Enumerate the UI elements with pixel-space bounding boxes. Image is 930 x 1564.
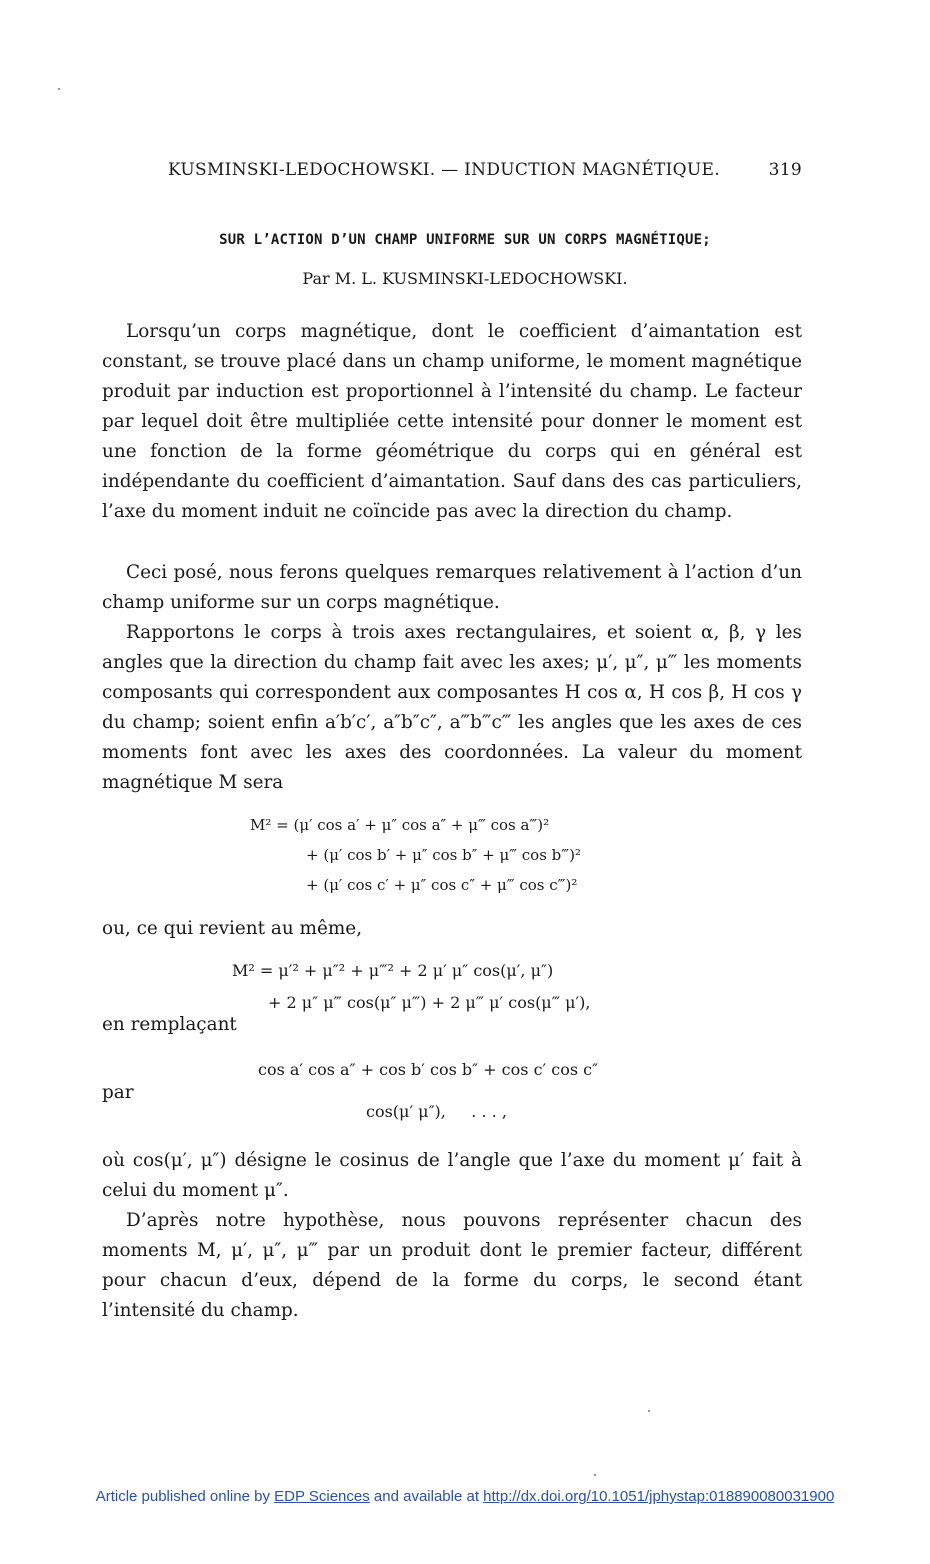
paragraph-5-text: D’après notre hypothèse, nous pouvons représenter chacun des moments M, μ′, μ″, μ‴ par un produit dont le premier facteur, différent pour chacun d’eux, dépend de la forme du corps, le second étant l’intensité du champ. xyxy=(102,1210,802,1321)
paragraph-4-text: où cos(μ′, μ″) désigne le cosinus de l’angle que l’axe du moment μ′ fait à celui du moment μ″. xyxy=(102,1150,802,1201)
publisher-link[interactable]: EDP Sciences xyxy=(274,1488,370,1505)
equation-1-line-2: + (μ′ cos b′ + μ″ cos b″ + μ‴ cos b‴)² xyxy=(306,846,581,864)
paragraph-2-text: Ceci posé, nous ferons quelques remarques relativement à l’action d’un champ uniforme sur un corps magnétique. xyxy=(102,562,802,613)
scan-speck xyxy=(648,1410,650,1412)
footer-middle: and available at xyxy=(369,1488,484,1505)
running-head-title: KUSMINSKI-LEDOCHOWSKI. — INDUCTION MAGNÉTIQUE. xyxy=(168,160,720,180)
paragraph-4 xyxy=(102,1146,802,1206)
doi-link[interactable]: http://dx.doi.org/10.1051/jphystap:018890080031900 xyxy=(483,1488,835,1505)
text-ou: ou, ce qui revient au même, xyxy=(102,918,363,939)
footer-prefix: Article published online by xyxy=(95,1488,275,1505)
equation-2-line-2: + 2 μ″ μ‴ cos(μ″ μ‴) + 2 μ‴ μ′ cos(μ‴ μ′), xyxy=(268,993,591,1012)
paragraph-3-text: Rapportons le corps à trois axes rectangulaires, et soient α, β, γ les angles que la direction du champ fait avec les axes; μ′, μ″, μ‴ les moments composants qui correspondent aux composantes H cos α, H cos β, H cos γ du champ; soient enfin a′b′c′, a″b″c″, a‴b‴c‴ les angles que les axes de ces moments font avec les axes des coordonnées. La valeur du moment magnétique M sera xyxy=(102,622,802,793)
equation-3: cos a′ cos a″ + cos b′ cos b″ + cos c′ cos c″ xyxy=(258,1060,599,1079)
article-author: Par M. L. KUSMINSKI-LEDOCHOWSKI. xyxy=(302,269,628,288)
publication-footer xyxy=(0,1488,930,1505)
running-head xyxy=(168,160,802,184)
equation-2-line-1: M² = μ′² + μ″² + μ‴² + 2 μ′ μ″ cos(μ′, μ″) xyxy=(232,961,554,980)
equation-1-line-3: + (μ′ cos c′ + μ″ cos c″ + μ‴ cos c‴)² xyxy=(306,876,578,894)
equation-4: cos(μ′ μ″), . . . , xyxy=(366,1102,507,1121)
paragraph-1-text: Lorsqu’un corps magnétique, dont le coefficient d’aimantation est constant, se trouve placé dans un champ uniforme, le moment magnétique produit par induction est proportionnel à l’intensité du champ. Le facteur par lequel doit être multipliée cette intensité pour donner le moment est une fonction de la forme géométrique du corps qui en général est indépendante du coefficient d’aimantation. Sauf dans des cas particuliers, l’axe du moment induit ne coïncide pas avec la direction du champ. xyxy=(102,321,802,522)
scan-speck xyxy=(58,88,60,90)
scan-speck xyxy=(594,1474,596,1476)
text-en-remplacant: en remplaçant xyxy=(102,1014,237,1035)
paragraph-5 xyxy=(102,1206,802,1326)
paragraph-3 xyxy=(102,618,802,798)
page-number: 319 xyxy=(768,160,802,180)
paragraph-1 xyxy=(102,317,802,527)
equation-1-line-1: M² = (μ′ cos a′ + μ″ cos a″ + μ‴ cos a‴)² xyxy=(250,816,550,834)
paragraph-2 xyxy=(102,558,802,618)
text-par: par xyxy=(102,1082,134,1103)
article-title: SUR L’ACTION D’UN CHAMP UNIFORME SUR UN CORPS MAGNÉTIQUE; xyxy=(219,232,711,248)
